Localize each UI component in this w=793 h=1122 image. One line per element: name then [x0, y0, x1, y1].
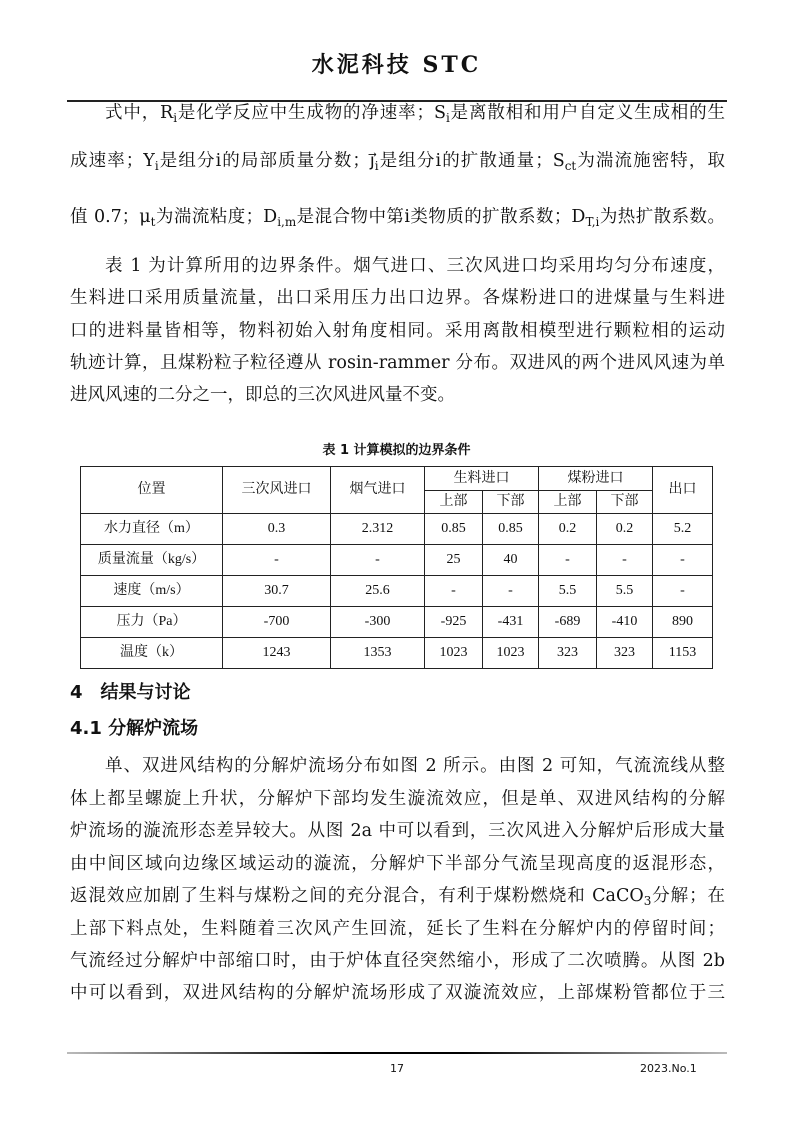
table-cell: 5.5 [597, 576, 653, 607]
header-outlet: 出口 [653, 467, 713, 514]
table-cell: 890 [653, 607, 713, 638]
text-line: 返混效应加剧了生料与煤粉之间的充分混合，有利于煤粉燃烧和 CaCO$_3$分解；在 [70, 886, 726, 908]
table-cell: 0.3 [223, 514, 331, 545]
table-row [81, 638, 713, 669]
subheader-lower: 下部 [597, 491, 653, 514]
table-cell: 1023 [483, 638, 539, 669]
table-cell: 30.7 [223, 576, 331, 607]
subheader-upper: 上部 [539, 491, 597, 514]
table-cell: - [483, 576, 539, 607]
table-cell: 0.2 [597, 514, 653, 545]
text-line: 口的进料量皆相等，物料初始入射角度相同。采用离散相模型进行颗粒相的运动 [70, 321, 725, 341]
table-cell: 323 [597, 638, 653, 669]
table-cell: 0.2 [539, 514, 597, 545]
text-line: 进风风速的二分之一，即总的三次风进风量不变。 [70, 385, 455, 405]
table-row [81, 607, 713, 638]
table-cell: 40 [483, 545, 539, 576]
subscript: T,i [585, 215, 600, 229]
header-tertiary-air: 三次风进口 [223, 467, 331, 514]
text-line: 上部下料点处，生料随着三次风产生回流，延长了生料在分解炉内的停留时间； [70, 919, 725, 939]
text-line: 表 1 为计算所用的边界条件。烟气进口、三次风进口均采用均匀分布速度， [105, 256, 725, 276]
subscript: ct [564, 159, 577, 173]
text-line: 式中，$R_i$是化学反应中生成物的净速率；$S_i$是离散相和用户自定义生成相的生 [105, 103, 725, 125]
text-line: 气流经过分解炉中部缩口时，由于炉体直径突然缩小，形成了二次喷腾。从图 2b [70, 951, 725, 971]
table-cell: - [223, 545, 331, 576]
table-cell: - [653, 545, 713, 576]
table-cell: 0.85 [425, 514, 483, 545]
table-row [81, 545, 713, 576]
row-label: 水力直径（m） [81, 514, 223, 545]
table-row [81, 576, 713, 607]
header-position: 位置 [81, 467, 223, 514]
table-cell: - [597, 545, 653, 576]
journal-header: 水泥科技 STC [311, 52, 482, 78]
row-label: 压力（Pa） [81, 607, 223, 638]
text-line: 由中间区域向边缘区域运动的漩流，分解炉下半部分气流呈现高度的返混形态， [70, 854, 725, 874]
subscript: i [154, 159, 159, 173]
text-line: 单、双进风结构的分解炉流场分布如图 2 所示。由图 2 可知，气流流线从整 [105, 756, 725, 776]
text-line: 炉流场的漩流形态差异较大。从图 2a 中可以看到，三次风进入分解炉后形成大量 [70, 821, 725, 841]
header-coal: 煤粉进口 [539, 467, 653, 491]
table-cell: 25 [425, 545, 483, 576]
table-cell: -431 [483, 607, 539, 638]
table-caption: 表 1 计算模拟的边界条件 [322, 443, 471, 458]
subheader-lower: 下部 [483, 491, 539, 514]
page-number: 17 [390, 1062, 404, 1075]
subscript: 3 [643, 894, 652, 908]
header-raw-meal: 生料进口 [425, 467, 539, 491]
table-row [81, 514, 713, 545]
table-cell: - [653, 576, 713, 607]
table-cell: 1243 [223, 638, 331, 669]
text-line: 值 0.7；$\mu_t$为湍流粘度；$D_{i,m}$是混合物中第i类物质的扩散系数；$D_{T,i}$为热扩散系数。 [70, 207, 725, 229]
table-cell: 25.6 [331, 576, 425, 607]
boundary-conditions-table [80, 466, 713, 669]
issue-label: 2023.No.1 [640, 1062, 697, 1075]
header-flue-gas: 烟气进口 [331, 467, 425, 514]
table-cell: -410 [597, 607, 653, 638]
section-heading: 4 结果与讨论 [70, 682, 191, 703]
table-cell: -300 [331, 607, 425, 638]
table-cell: 0.85 [483, 514, 539, 545]
table-header-row [81, 467, 713, 491]
text-line: 体上都呈螺旋上升状，分解炉下部均发生漩流效应，但是单、双进风结构的分解 [70, 789, 725, 809]
row-label: 速度（m/s） [81, 576, 223, 607]
subscript: i,m [277, 215, 297, 229]
text-line: 生料进口采用质量流量，出口采用压力出口边界。各煤粉进口的进煤量与生料进 [70, 288, 725, 308]
table-cell: 5.2 [653, 514, 713, 545]
text-line: 中可以看到，双进风结构的分解炉流场形成了双漩流效应，上部煤粉管都位于三 [70, 983, 725, 1003]
table-cell: 1023 [425, 638, 483, 669]
table-cell: - [425, 576, 483, 607]
table-cell: 1353 [331, 638, 425, 669]
table-cell: -700 [223, 607, 331, 638]
row-label: 质量流量（kg/s） [81, 545, 223, 576]
text-line: 成速率；$Y_i$是组分i的局部质量分数；$j⃗_i$是组分i的扩散通量；$S_{ct}$为湍流施密特，取 [70, 151, 725, 173]
table-cell: 1153 [653, 638, 713, 669]
table-cell: - [331, 545, 425, 576]
table-cell: 2.312 [331, 514, 425, 545]
subheader-upper: 上部 [425, 491, 483, 514]
subscript: t [150, 215, 156, 229]
subscript: i [445, 111, 450, 125]
footer-divider [67, 1052, 727, 1054]
table-cell: 5.5 [539, 576, 597, 607]
row-label: 温度（k） [81, 638, 223, 669]
table-cell: -925 [425, 607, 483, 638]
subscript: i [374, 159, 379, 173]
text-line: 轨迹计算，且煤粉粒子粒径遵从 rosin-rammer 分布。双进风的两个进风风速为单 [70, 353, 725, 373]
table-cell: -689 [539, 607, 597, 638]
subsection-heading: 4.1 分解炉流场 [70, 718, 199, 739]
table-cell: 323 [539, 638, 597, 669]
table-cell: - [539, 545, 597, 576]
subscript: i [173, 111, 178, 125]
